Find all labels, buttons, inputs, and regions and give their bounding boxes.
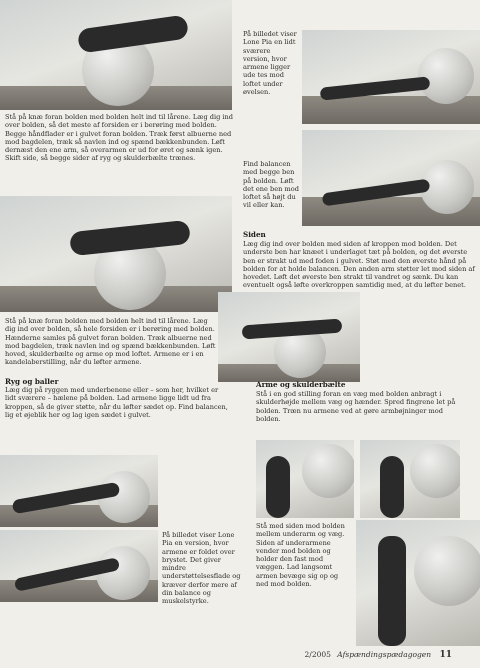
- photo-kneeling-head-lift: [0, 196, 232, 312]
- photo-bridge-feet-on-ball: [0, 455, 158, 527]
- text-find-balance: Find balancen med begge ben på bolden. Løft det ene ben mod loftet så højt du vil eller kan.: [243, 160, 299, 210]
- text-pia-folded-arms: På billedet viser Lone Pia en version, hvor armene er foldet over brystet. Det giver mindre understøttelsesflade og kræver derfor mere af din balance og muskelstyrke.: [162, 531, 241, 606]
- heading-ryg-og-baller: Ryg og baller: [5, 377, 59, 386]
- text-arme-og-skulderbaelte: Stå i en god stilling foran en væg med bolden anbragt i skulderhøjde mellem væg og hænder. Spred fingrene let på bolden. Træn nu armene ved at gøre armbøjninger mod bolden.: [256, 390, 456, 423]
- page-footer: [305, 650, 452, 660]
- text-siden: Læg dig ind over bolden med siden af kroppen mod bolden. Det underste ben har knæet i underlaget tæt på bolden, og det øverste ben er strakt ud med foden i gulvet. Støt med den øverste hånd på bolden for at holde balancen. Den anden arm støtter let mod siden af hovedet. Løft det øverste ben strakt til vandret og sænk. Du kan eventuelt også løfte overkroppen samtidig med, at du løfter benet.: [243, 240, 475, 290]
- photo-wall-pushup-1: [256, 440, 354, 518]
- heading-siden: Siden: [243, 230, 266, 239]
- text-kneeling-exercise-1: Stå på knæ foran bolden med bolden helt ind til lårene. Læg dig ind over bolden, så det meste af forsiden er i berøring med bolden. Begge håndflader er i gulvet foran bolden. Træk først albuerne ned mod bagdelen, træk så navlen ind og spænd bækkenbunden. Løft dernæst den ene arm, så overarmen er ud for øret og sænk igen. Skift side, så begge sider af ryg og skulderbælte trænes.: [5, 113, 234, 163]
- page-number: 11: [439, 650, 452, 660]
- photo-side-lying: [218, 292, 360, 382]
- heading-arme-og-skulderbaelte: Arme og skulderbælte: [256, 380, 346, 389]
- text-ryg-og-baller: Læg dig på ryggen med underbenene eller – som her, hvilket er lidt sværere – hælene på bolden. Lad armene ligge lidt ud fra kroppen, så de giver støtte, når du løfter sædet op. Find balancen, lig et øjeblik her og lag igen sædet i gulvet.: [5, 386, 228, 419]
- text-side-against-wall: Stå med siden mod bolden mellem underarm og væg. Siden af underarmene vender mod bolden og holder den fast mod væggen. Lad langsomt armen bevæge sig op og ned mod bolden.: [256, 522, 345, 589]
- photo-arms-toward-ceiling: [302, 30, 480, 124]
- photo-side-wall-ball: [356, 520, 480, 646]
- footer-issue: 2/2005: [304, 650, 331, 659]
- photo-single-leg-lift: [302, 130, 480, 226]
- photo-wall-pushup-2: [360, 440, 460, 518]
- text-kneeling-exercise-2: Stå på knæ foran bolden med bolden helt ind til lårene. Læg dig ind over bolden, så hele forsiden er i berøring med bolden. Hænderne samles på gulvet foran bolden. Træk albuerne ned mod bagdelen, træk navlen ind og spænd bækkenbunden. Løft hoved, skulderbælte og arme op mod loftet. Armene er i en kandelaberstilling, når du løfter armene.: [5, 317, 216, 367]
- footer-magazine: Afspændingspædagogen: [337, 650, 432, 659]
- photo-bridge-arms-folded: [0, 530, 158, 602]
- photo-kneeling-arm-lift: [0, 0, 232, 110]
- text-pia-harder-version: På billedet viser Lone Pia en lidt sværere version, hvor armene ligger ude tes mod loftet under øvelsen.: [243, 30, 297, 97]
